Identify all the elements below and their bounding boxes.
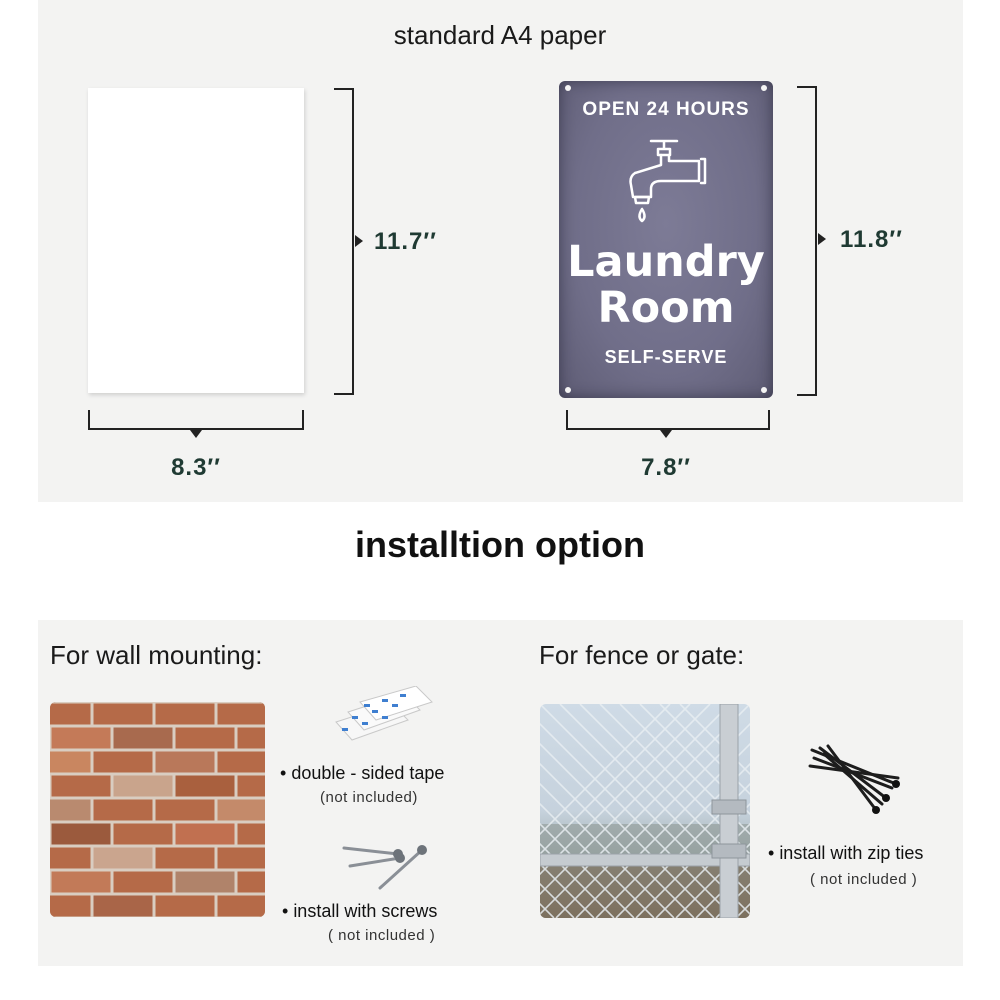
mounting-hole-icon xyxy=(565,387,571,393)
tape-note: (not included) xyxy=(320,789,418,806)
paper-height-arrow-icon xyxy=(355,235,363,247)
zip-ties-option: • install with zip ties xyxy=(768,843,924,863)
mounting-hole-icon xyxy=(761,85,767,91)
fence-gate-heading: For fence or gate: xyxy=(539,640,745,670)
brick-wall-image xyxy=(50,702,265,917)
sign-height-label: 11.8′′ xyxy=(840,226,903,253)
paper-width-label: 8.3′′ xyxy=(171,454,221,481)
sign-bottom-text: SELF-SERVE xyxy=(604,347,728,367)
sign-top-text: OPEN 24 HOURS xyxy=(582,99,750,120)
sign-width-label: 7.8′′ xyxy=(641,454,691,481)
sign-main-line2: Room xyxy=(597,283,735,333)
sign-height-arrow-icon xyxy=(818,233,826,245)
paper-width-arrow-icon xyxy=(190,430,202,438)
paper-height-label: 11.7′′ xyxy=(374,228,437,255)
zip-ties-icon xyxy=(806,744,902,818)
sign-width-bracket xyxy=(566,410,770,430)
zip-ties-option-label: install with zip ties xyxy=(779,843,924,863)
sign-width-arrow-icon xyxy=(660,430,672,438)
mounting-hole-icon xyxy=(761,387,767,393)
faucet-icon xyxy=(621,133,721,233)
sign-height-bracket xyxy=(797,86,817,396)
tape-icon xyxy=(334,686,434,746)
chain-link-fence-image xyxy=(540,704,750,918)
wall-mounting-heading: For wall mounting: xyxy=(50,640,263,670)
tape-option-label: double - sided tape xyxy=(291,763,445,783)
laundry-room-sign xyxy=(559,81,773,398)
size-comparison-title: standard A4 paper xyxy=(393,20,607,50)
a4-paper-sheet xyxy=(88,88,304,393)
chain-link-pattern-icon xyxy=(540,704,750,918)
screws-icon xyxy=(340,836,430,896)
screws-option: • install with screws xyxy=(282,901,438,921)
brick-pattern-icon xyxy=(50,702,265,917)
sign-main-line1: Laundry xyxy=(567,237,765,287)
screws-option-label: install with screws xyxy=(293,901,438,921)
installation-heading: installtion option xyxy=(355,524,645,565)
zip-ties-note: ( not included ) xyxy=(810,871,918,888)
mounting-hole-icon xyxy=(565,85,571,91)
tape-option: • double - sided tape xyxy=(280,763,445,783)
sign-main-text xyxy=(559,239,773,331)
screws-note: ( not included ) xyxy=(328,927,436,944)
paper-height-bracket xyxy=(334,88,354,395)
paper-width-bracket xyxy=(88,410,304,430)
